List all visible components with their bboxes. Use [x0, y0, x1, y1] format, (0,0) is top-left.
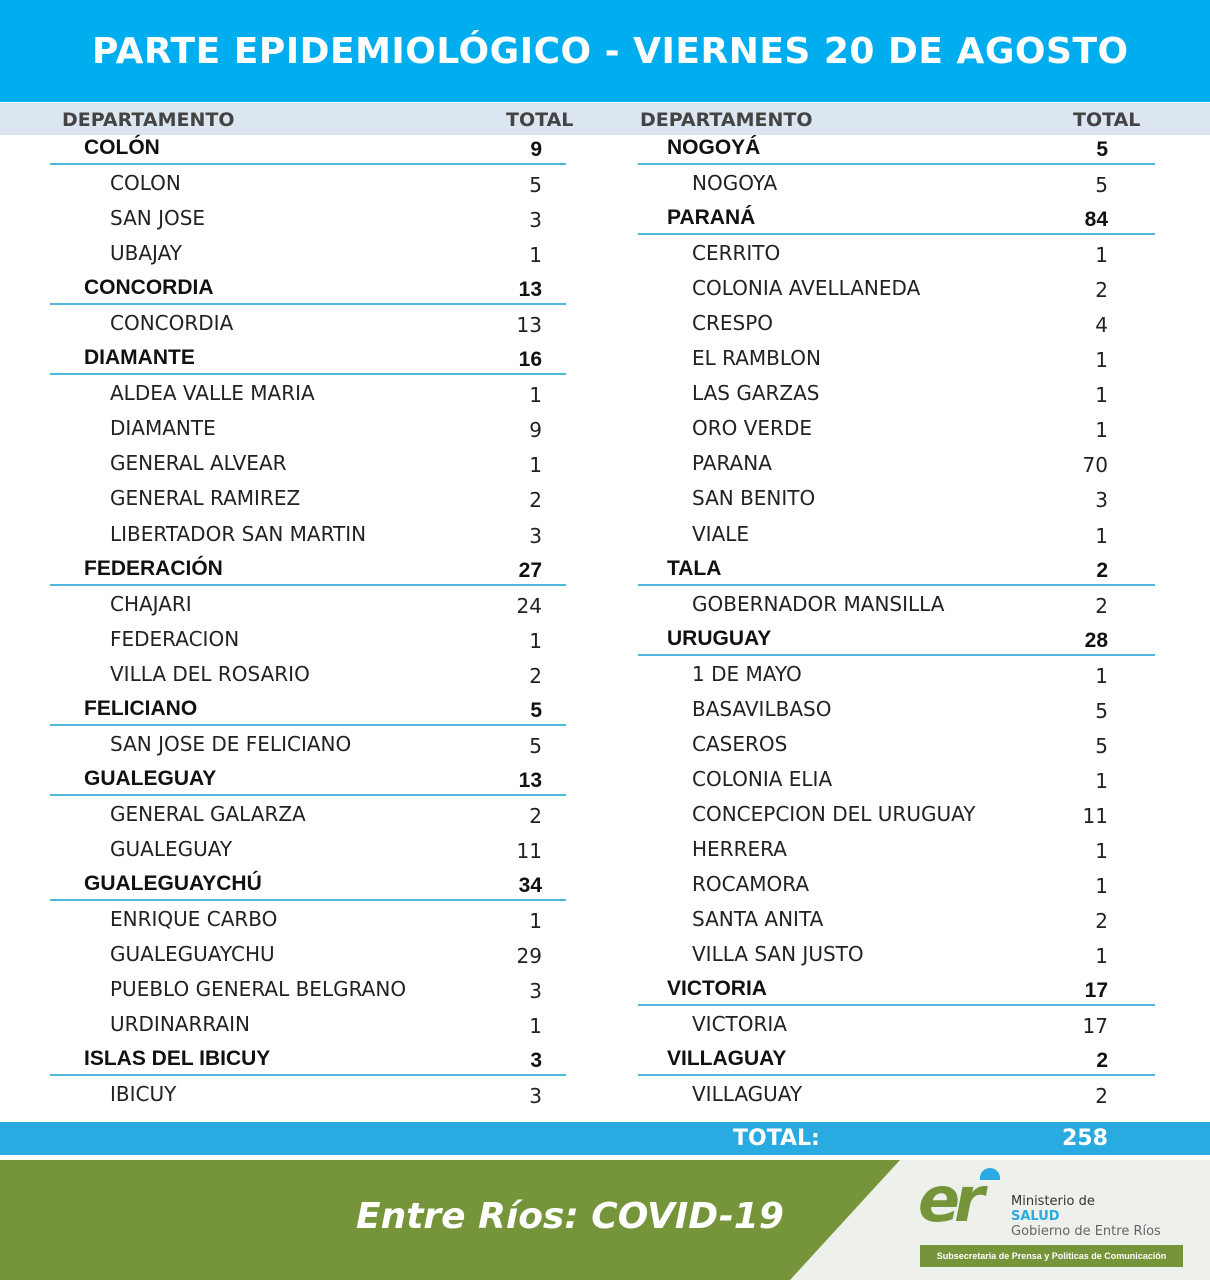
locality-total: 3	[529, 979, 542, 1004]
department-row	[600, 551, 1210, 586]
locality-row	[0, 1076, 600, 1111]
locality-name: GENERAL ALVEAR	[110, 451, 287, 476]
locality-total: 2	[1095, 1084, 1108, 1109]
locality-name: CONCEPCION DEL URUGUAY	[692, 801, 976, 826]
ministry-text	[1011, 1194, 1161, 1239]
left-table	[0, 130, 600, 1111]
locality-name: BASAVILBASO	[692, 696, 832, 721]
locality-name: COLONIA ELIA	[692, 766, 833, 791]
department-name: TALA	[667, 556, 722, 580]
locality-row	[600, 340, 1210, 375]
department-total: 3	[530, 1049, 542, 1073]
locality-name: CONCORDIA	[110, 311, 234, 336]
department-row	[600, 621, 1210, 656]
locality-row	[600, 691, 1210, 726]
locality-total: 1	[1095, 418, 1108, 443]
locality-row	[0, 796, 600, 831]
locality-row	[600, 516, 1210, 551]
department-name: GUALEGUAYCHÚ	[84, 871, 262, 895]
locality-name: VILLAGUAY	[692, 1082, 803, 1107]
locality-row	[600, 480, 1210, 515]
locality-row	[0, 971, 600, 1006]
locality-row	[0, 936, 600, 971]
locality-row	[0, 516, 600, 551]
locality-total: 5	[529, 173, 542, 198]
locality-name: HERRERA	[692, 836, 787, 861]
locality-total: 1	[1095, 768, 1108, 793]
locality-total: 2	[1095, 278, 1108, 303]
locality-row	[0, 235, 600, 270]
locality-name: SAN JOSE	[110, 206, 206, 231]
locality-name: ORO VERDE	[692, 416, 812, 441]
locality-name: GENERAL RAMIREZ	[110, 486, 301, 511]
locality-row	[0, 165, 600, 200]
department-row	[0, 866, 600, 901]
header-departamento-right: DEPARTAMENTO	[640, 109, 813, 131]
locality-name: ROCAMORA	[692, 871, 810, 896]
locality-row	[600, 270, 1210, 305]
department-total: 28	[1084, 628, 1108, 652]
department-row	[0, 691, 600, 726]
government: Gobierno de Entre Ríos	[1011, 1224, 1161, 1239]
department-total: 2	[1096, 1049, 1108, 1073]
locality-total: 1	[529, 909, 542, 934]
locality-total: 1	[1095, 663, 1108, 688]
locality-row	[0, 901, 600, 936]
department-total: 84	[1084, 208, 1108, 232]
locality-total: 1	[529, 453, 542, 478]
locality-name: CASEROS	[692, 731, 788, 756]
header-departamento-left: DEPARTAMENTO	[62, 109, 235, 131]
department-name: NOGOYÁ	[667, 136, 761, 159]
department-name: DIAMANTE	[84, 346, 195, 370]
locality-name: UBAJAY	[110, 241, 182, 266]
locality-total: 1	[529, 1014, 542, 1039]
locality-name: VILLA SAN JUSTO	[692, 942, 864, 967]
locality-row	[600, 726, 1210, 761]
subsecretaria-banner: Subsecretaria de Prensa y Politicas de Comunicación	[920, 1245, 1183, 1267]
slogan: Entre Ríos: COVID-19	[356, 1196, 784, 1237]
locality-row	[600, 936, 1210, 971]
ministry: Ministerio de	[1011, 1194, 1095, 1209]
locality-total: 2	[529, 663, 542, 688]
locality-name: CERRITO	[692, 241, 781, 266]
locality-total: 9	[529, 418, 542, 443]
locality-name: NOGOYA	[692, 171, 778, 196]
locality-total: 1	[529, 383, 542, 408]
locality-name: CRESPO	[692, 311, 773, 336]
locality-row	[600, 165, 1210, 200]
locality-total: 2	[529, 803, 542, 828]
locality-row	[600, 375, 1210, 410]
locality-row	[600, 866, 1210, 901]
locality-row	[0, 375, 600, 410]
locality-total: 1	[529, 628, 542, 653]
header-total-right: TOTAL	[1073, 109, 1141, 131]
locality-row	[0, 586, 600, 621]
locality-total: 1	[1095, 944, 1108, 969]
locality-total: 5	[529, 733, 542, 758]
locality-row	[600, 305, 1210, 340]
locality-total: 3	[529, 523, 542, 548]
department-name: PARANÁ	[667, 206, 756, 230]
locality-name: SANTA ANITA	[692, 907, 824, 932]
locality-total: 1	[1095, 873, 1108, 898]
department-row	[0, 551, 600, 586]
locality-name: VILLA DEL ROSARIO	[110, 661, 310, 686]
locality-row	[600, 831, 1210, 866]
locality-name: GENERAL GALARZA	[110, 801, 306, 826]
locality-total: 5	[1095, 733, 1108, 758]
page-title: PARTE EPIDEMIOLÓGICO - VIERNES 20 DE AGOSTO	[0, 0, 1210, 102]
locality-row	[0, 200, 600, 235]
department-name: CONCORDIA	[84, 276, 214, 300]
locality-row	[0, 726, 600, 761]
department-name: URUGUAY	[667, 626, 772, 650]
locality-total: 17	[1082, 1014, 1108, 1039]
department-row	[0, 270, 600, 305]
department-row	[0, 130, 600, 165]
locality-name: GOBERNADOR MANSILLA	[692, 591, 945, 616]
locality-total: 2	[1095, 593, 1108, 618]
locality-row	[600, 796, 1210, 831]
department-row	[600, 200, 1210, 235]
locality-row	[600, 586, 1210, 621]
locality-name: COLON	[110, 171, 181, 196]
locality-name: ENRIQUE CARBO	[110, 907, 278, 932]
department-total: 9	[530, 138, 542, 161]
locality-row	[0, 831, 600, 866]
locality-name: IBICUY	[110, 1082, 177, 1107]
locality-row	[600, 1076, 1210, 1111]
total-bar	[0, 1122, 1210, 1155]
locality-total: 3	[529, 208, 542, 233]
locality-total: 1	[529, 243, 542, 268]
locality-row	[600, 761, 1210, 796]
locality-row	[0, 656, 600, 691]
department-total: 2	[1096, 558, 1108, 582]
locality-row	[600, 410, 1210, 445]
locality-total: 24	[516, 593, 542, 618]
locality-name: PUEBLO GENERAL BELGRANO	[110, 977, 407, 1002]
locality-name: SAN BENITO	[692, 486, 816, 511]
department-total: 17	[1084, 979, 1108, 1003]
locality-row	[0, 305, 600, 340]
locality-total: 3	[1095, 488, 1108, 513]
locality-name: SAN JOSE DE FELICIANO	[110, 731, 352, 756]
department-name: VICTORIA	[667, 977, 767, 1001]
department-name: COLÓN	[84, 136, 160, 159]
locality-total: 1	[1095, 383, 1108, 408]
locality-row	[600, 656, 1210, 691]
locality-row	[600, 901, 1210, 936]
locality-name: GUALEGUAYCHU	[110, 942, 275, 967]
locality-total: 13	[516, 313, 542, 338]
department-row	[0, 1041, 600, 1076]
department-total: 13	[518, 768, 542, 792]
total-value: 258	[1062, 1126, 1108, 1151]
locality-row	[0, 480, 600, 515]
locality-total: 29	[516, 944, 542, 969]
locality-row	[600, 1006, 1210, 1041]
department-row	[0, 761, 600, 796]
department-total: 13	[518, 278, 542, 302]
department-total: 5	[1096, 138, 1108, 161]
locality-name: VICTORIA	[692, 1012, 787, 1037]
locality-total: 3	[529, 1084, 542, 1109]
locality-total: 2	[529, 488, 542, 513]
department-total: 5	[530, 698, 542, 722]
locality-row	[0, 445, 600, 480]
locality-name: CHAJARI	[110, 591, 192, 616]
header-total-left: TOTAL	[506, 109, 574, 131]
locality-row	[600, 445, 1210, 480]
locality-name: URDINARRAIN	[110, 1012, 250, 1037]
department-total: 27	[518, 558, 542, 582]
locality-name: VIALE	[692, 521, 750, 546]
locality-name: 1 DE MAYO	[692, 661, 802, 686]
locality-name: FEDERACION	[110, 626, 240, 651]
er-logo: er	[918, 1168, 1008, 1228]
locality-total: 11	[1082, 803, 1108, 828]
locality-total: 5	[1095, 173, 1108, 198]
locality-row	[0, 621, 600, 656]
department-row	[0, 340, 600, 375]
department-name: ISLAS DEL IBICUY	[84, 1047, 271, 1071]
locality-total: 70	[1082, 453, 1108, 478]
department-name: GUALEGUAY	[84, 766, 217, 790]
department-name: FEDERACIÓN	[84, 556, 223, 580]
department-name: VILLAGUAY	[667, 1047, 787, 1071]
locality-name: EL RAMBLON	[692, 346, 822, 371]
locality-row	[0, 410, 600, 445]
locality-total: 2	[1095, 909, 1108, 934]
right-table	[600, 130, 1210, 1111]
department-name: FELICIANO	[84, 696, 198, 720]
department-row	[600, 1041, 1210, 1076]
total-label: TOTAL:	[733, 1126, 820, 1151]
locality-row	[0, 1006, 600, 1041]
department-total: 16	[518, 348, 542, 372]
locality-total: 1	[1095, 348, 1108, 373]
locality-name: COLONIA AVELLANEDA	[692, 276, 921, 301]
locality-name: PARANA	[692, 451, 772, 476]
locality-row	[600, 235, 1210, 270]
locality-total: 11	[516, 838, 542, 863]
locality-name: LIBERTADOR SAN MARTIN	[110, 521, 367, 546]
salud: SALUD	[1011, 1209, 1060, 1224]
locality-total: 1	[1095, 523, 1108, 548]
locality-total: 5	[1095, 698, 1108, 723]
footer	[0, 1160, 1210, 1280]
locality-total: 1	[1095, 838, 1108, 863]
department-row	[600, 971, 1210, 1006]
locality-name: ALDEA VALLE MARIA	[110, 381, 315, 406]
department-total: 34	[518, 873, 542, 897]
locality-name: DIAMANTE	[110, 416, 216, 441]
locality-name: LAS GARZAS	[692, 381, 820, 406]
locality-total: 4	[1095, 313, 1108, 338]
locality-name: GUALEGUAY	[110, 836, 233, 861]
locality-total: 1	[1095, 243, 1108, 268]
department-row	[600, 130, 1210, 165]
